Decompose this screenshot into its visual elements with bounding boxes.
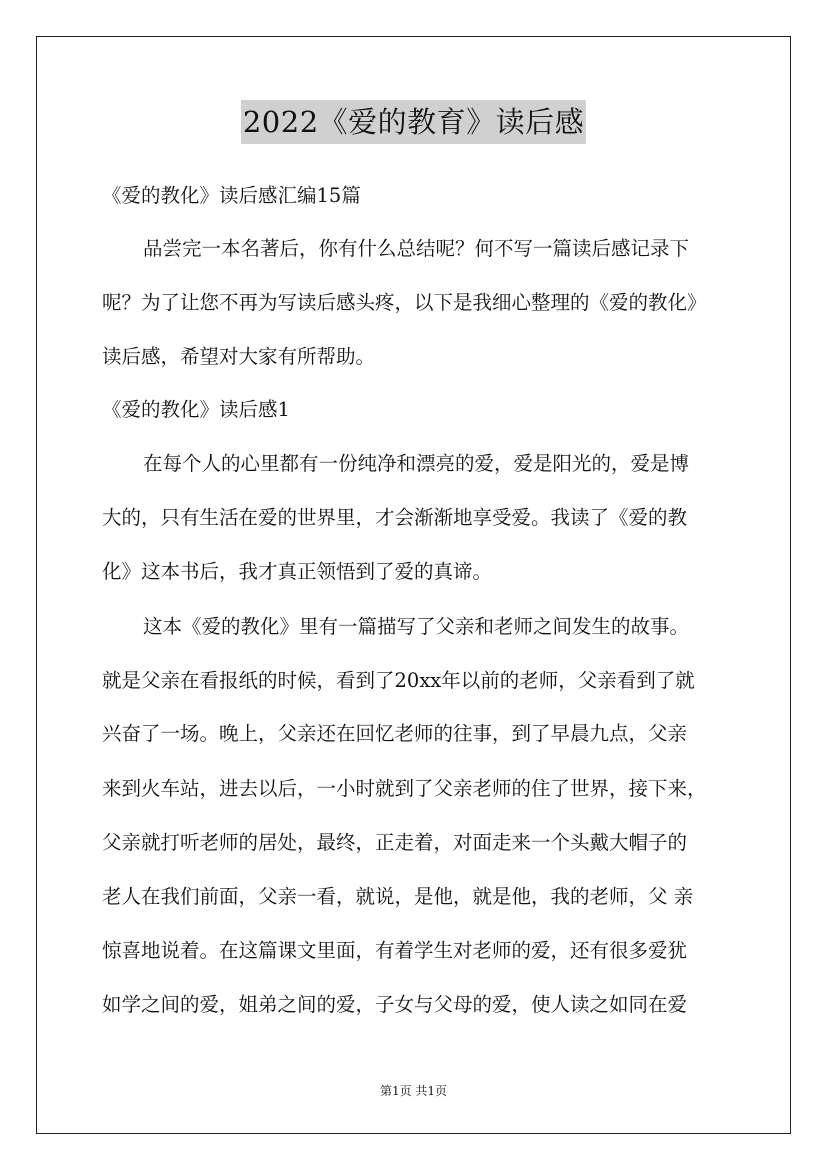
paragraph-line: 在每个人的心里都有一份纯净和漂亮的爱，爱是阳光的，爱是博 [143,452,690,475]
document-subtitle: 《爱的教化》读后感汇编15篇 [102,184,361,207]
intro-line: 读后感，希望对大家有所帮助。 [102,345,376,368]
intro-line: 品尝完一本名著后，你有什么总结呢？何不写一篇读后感记录下 [143,237,690,260]
paragraph-line: 如学之间的爱，姐弟之间的爱，子女与父母的爱，使人读之如同在爱 [102,993,688,1016]
paragraph-line: 来到火车站，进去以后，一小时就到了父亲老师的住了世界，接下来， [102,777,707,800]
paragraph-line: 惊喜地说着。在这篇课文里面，有着学生对老师的爱，还有很多爱犹 [102,939,688,962]
paragraph-line: 就是父亲在看报纸的时候，看到了20xx年以前的老师，父亲看到了就 [102,669,695,692]
paragraph-line: 老人在我们前面，父亲一看，就说，是他，就是他，我的老师，父 亲 [102,885,694,908]
paragraph-line: 兴奋了一场。晚上，父亲还在回忆老师的往事，到了早晨九点，父亲 [102,722,688,745]
page-indicator: 第1页 共1页 [379,1084,448,1098]
paragraph-line: 大的，只有生活在爱的世界里，才会渐渐地享受爱。我读了《爱的教 [102,506,688,529]
paragraph-line: 父亲就打听老师的居处，最终，正走着，对面走来一个头戴大帽子的 [102,831,688,854]
paragraph-line: 化》这本书后，我才真正领悟到了爱的真谛。 [102,560,493,583]
intro-line: 呢？为了让您不再为写读后感头疼，以下是我细心整理的《爱的教化》 [102,291,707,314]
paragraph-line: 这本《爱的教化》里有一篇描写了父亲和老师之间发生的故事。 [143,615,690,638]
document-title: 2022《爱的教育》读后感 [241,100,586,144]
section-heading: 《爱的教化》读后感1 [102,398,290,421]
title-container [0,100,827,144]
